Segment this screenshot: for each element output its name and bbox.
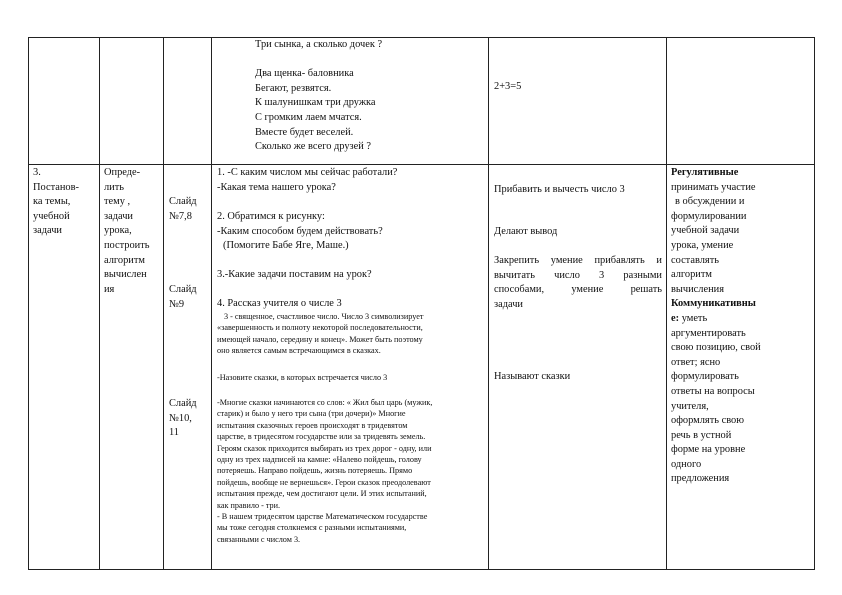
uud-line: ответы на вопросы	[671, 385, 755, 397]
column-border	[814, 37, 815, 570]
stage-line: задачи	[33, 225, 62, 237]
regulative-heading: Регулятивные	[671, 167, 739, 178]
uud-line: алгоритм	[671, 269, 712, 281]
column-border	[211, 37, 212, 570]
story-line: испытания прежде, чем достигают цели. И этих испытаний,	[217, 489, 427, 499]
teacher-questions-4	[217, 297, 485, 312]
uud-line: формулировании	[671, 210, 747, 222]
story-line: потеряешь. Направо пойдешь, жизнь потеряешь. Прямо	[217, 466, 413, 476]
slide-label: Слайд	[169, 398, 197, 409]
story-line: одну из трех надписей на камне: «Налево пойдешь, голову	[217, 455, 422, 465]
goal-line: ия	[104, 283, 115, 295]
goal-line: лить	[104, 181, 125, 193]
uud-line: свою позицию, свой	[671, 342, 761, 354]
teacher-line: -Какая тема нашего урока?	[217, 181, 336, 193]
uud-line: форме на уровне	[671, 444, 746, 456]
story-line: Героям сказок приходится выбирать из трех дорог - одну, или	[217, 443, 432, 453]
teacher-questions-3	[217, 268, 485, 283]
stage-line: ка темы,	[33, 196, 71, 208]
uud-line: формулировать	[671, 371, 739, 383]
student-line: Закрепить умение прибавлять и	[494, 255, 662, 266]
goal-line: вычислен	[104, 269, 147, 281]
teacher-line: 2. Обратимся к рисунку:	[217, 211, 325, 222]
teacher-line: 1. -С каким числом мы сейчас работали?	[217, 167, 398, 178]
slide-label: Слайд	[169, 196, 197, 207]
uud-line: речь в устной	[671, 429, 732, 441]
uud-line: вычисления	[671, 283, 724, 295]
student-line: способами, умение решать	[494, 284, 662, 296]
uud-line: уметь	[681, 312, 708, 324]
uud-line: учителя,	[671, 400, 709, 412]
slide-ref-7-8	[169, 195, 209, 224]
student-answer-2	[494, 225, 662, 240]
slide-label: Слайд	[169, 284, 197, 295]
column-border	[99, 37, 100, 570]
goal-line: задачи	[104, 210, 133, 222]
uud-line: одного	[671, 458, 702, 470]
uud-line: принимать участие	[671, 181, 756, 193]
teacher-line: -Каким способом будем действовать?	[217, 225, 383, 237]
student-line: задачи	[494, 298, 523, 310]
slide-number: 11	[169, 427, 180, 439]
student-line: Прибавить и вычесть число 3	[494, 184, 625, 195]
poem-line: Вместе будет веселей.	[255, 126, 354, 138]
uud-line: ответ; ясно	[671, 356, 721, 368]
story-line: пойдешь, вообще не вернешься». Герои сказок преодолевают	[217, 477, 431, 487]
teacher-line: 4. Рассказ учителя о числе 3	[217, 298, 342, 309]
uud-line: в обсуждении и	[675, 196, 745, 208]
teacher-line: -Назовите сказки, в которых встречается число 3	[217, 373, 388, 382]
slide-ref-9	[169, 283, 209, 312]
uud-line: предложения	[671, 473, 730, 485]
uud-line: аргументировать	[671, 327, 746, 339]
story-line: имеющей начало, середину и конец». Может быть поэтому	[217, 334, 423, 344]
student-answer-3	[494, 254, 662, 312]
story-line: «завершенность и полноту некоторой последовательности,	[217, 323, 423, 333]
poem-line: Три сынка, а сколько дочек ?	[255, 39, 383, 50]
equation-cell	[494, 80, 654, 95]
uud-line: составлять	[671, 254, 719, 266]
story-line: мы тоже сегодня столкнемся с разными испытаниями,	[217, 523, 407, 533]
goal-line: тему ,	[104, 196, 131, 208]
poem-line: К шалунишкам три дружка	[255, 97, 376, 109]
teacher-questions-2	[217, 210, 485, 254]
poem-line: Сколько же всего друзей ?	[255, 141, 372, 153]
story-line: оно является самым встречающимся в сказках.	[217, 346, 381, 356]
stage-line: Постанов-	[33, 181, 79, 193]
column-border	[488, 37, 489, 570]
stage-line: учебной	[33, 210, 70, 222]
slide-number: №10,	[169, 412, 192, 424]
slide-number: №7,8	[169, 210, 192, 222]
student-line: Делают вывод	[494, 226, 558, 237]
story-line: как правило - три.	[217, 500, 281, 510]
uud-line: оформлять свою	[671, 415, 744, 427]
table-bottom-border	[28, 569, 814, 570]
student-answer-1	[494, 183, 662, 198]
story-line: - В нашем тридесятом царстве Математическом государстве	[217, 512, 428, 522]
stage-line: 3.	[33, 167, 41, 178]
column-border	[28, 37, 29, 570]
poem-line: С громким лаем мчатся.	[255, 111, 362, 123]
column-border	[666, 37, 667, 570]
uud-line: учебной задачи	[671, 225, 740, 237]
equation-text: 2+3=5	[494, 81, 522, 92]
poem-line: Бегают, резвятся.	[255, 82, 332, 94]
goal-line: построить	[104, 239, 150, 251]
slide-ref-10-11	[169, 397, 209, 441]
uud-line: урока, умение	[671, 239, 734, 251]
story-line: испытания сказочных героев происходят в тридевятом	[217, 420, 408, 430]
communicative-heading-end: е:	[671, 312, 680, 324]
communicative-heading: Коммуникативны	[671, 298, 756, 310]
student-line: Называют сказки	[494, 371, 571, 382]
slide-number: №9	[169, 298, 185, 310]
story-line: старик) и было у него три сына (три дочери)» Многие	[217, 409, 406, 419]
teacher-questions-1	[217, 166, 485, 195]
uud-cell	[671, 166, 813, 487]
poem-cell	[255, 38, 485, 155]
goal-line: алгоритм	[104, 254, 145, 266]
stage-cell	[33, 166, 97, 239]
goal-cell	[104, 166, 162, 297]
poem-line	[255, 53, 485, 68]
teacher-line: 3.-Какие задачи поставим на урок?	[217, 269, 372, 280]
story-line: 3 - священное, счастливое число. Число 3 символизирует	[224, 312, 424, 321]
row-divider	[28, 164, 814, 165]
teacher-line: (Помогите Бабе Яге, Маше.)	[223, 240, 349, 252]
student-answer-4	[494, 370, 662, 385]
student-line: вычитать число 3 разными	[494, 269, 662, 281]
poem-line: Два щенка- баловника	[255, 68, 354, 80]
story-line: связанными с числом 3.	[217, 534, 301, 544]
tales-question	[217, 372, 485, 383]
goal-line: урока,	[104, 225, 132, 237]
story-line: -Многие сказки начинаются со слов: « Жил был царь (мужик,	[217, 398, 433, 407]
tales-story	[217, 397, 485, 545]
story-line: царстве, в тридесятом государстве или за тридевять земель.	[217, 432, 426, 442]
story-about-three	[217, 311, 485, 357]
column-border	[163, 37, 164, 570]
goal-line: Опреде-	[104, 167, 141, 178]
